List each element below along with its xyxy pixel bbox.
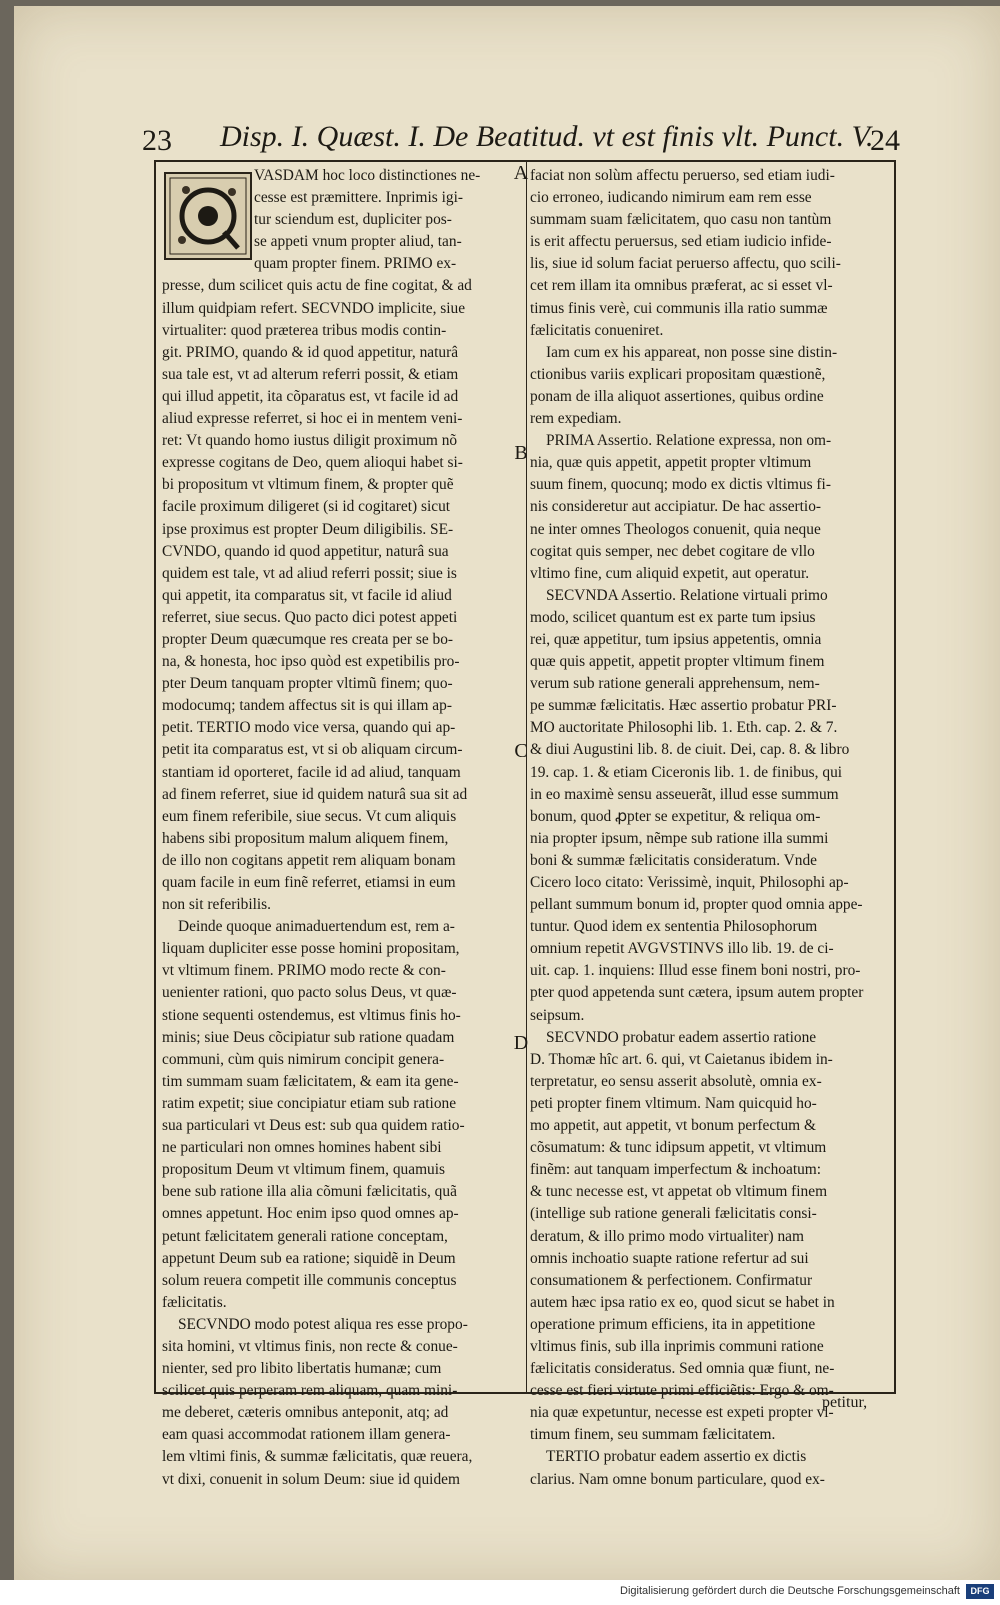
text-line: rem expediam. bbox=[530, 410, 622, 428]
text-line: me deberet, cæteris omnibus anteponit, atq; ad bbox=[162, 1404, 449, 1422]
text-line: tim summam suam fælicitatem, & eam ita gene- bbox=[162, 1072, 459, 1090]
text-line: scilicet quis perperam rem aliquam, quam mini- bbox=[162, 1382, 458, 1400]
text-line: eum finem referibile, siue secus. Vt cum aliquis bbox=[162, 807, 457, 825]
text-line: propter Deum quæcumque res creata per se bo- bbox=[162, 630, 454, 648]
text-line: CVNDO, quando id quod appetitur, naturâ sua bbox=[162, 542, 449, 560]
text-line: ipse proximus est propter Deum diligibilis. SE- bbox=[162, 520, 454, 538]
text-line: facile proximum diligeret (si id cogitaret) sicut bbox=[162, 498, 451, 516]
text-line: D. Thomæ hîc art. 6. qui, vt Caietanus ibidem in- bbox=[530, 1050, 833, 1068]
text-line: nia, quæ quis appetit, appetit propter vltimum bbox=[530, 454, 812, 472]
text-line: timum finem, seu summam fælicitatem. bbox=[530, 1426, 776, 1444]
text-line: pe summæ fælicitatis. Hæc assertio probatur PRI- bbox=[530, 697, 837, 715]
text-line: 19. cap. 1. & etiam Ciceronis lib. 1. de finibus, qui bbox=[530, 763, 843, 781]
text-line: modo, scilicet quantum est ex parte tum ipsius bbox=[530, 608, 816, 626]
text-line: consumationem & perfectionem. Confirmatur bbox=[530, 1271, 813, 1289]
text-line: mo appetit, aut appetit, vt bonum perfectum & bbox=[530, 1117, 816, 1135]
running-title: Disp. I. Quæst. I. De Beatitud. vt est finis vlt. Punct. V. bbox=[220, 120, 874, 153]
text-line: SECVNDA Assertio. Relatione virtuali primo bbox=[546, 586, 828, 604]
text-line: omnium repetit AVGVSTINVS illo lib. 19. de ci- bbox=[530, 940, 834, 958]
text-line: pellant summum bonum id, propter quod omnia appe- bbox=[530, 896, 863, 914]
text-line: VASDAM hoc loco distinctiones ne- bbox=[254, 167, 481, 184]
text-line: summam suam fælicitatem, quo casu non tantùm bbox=[530, 211, 832, 229]
text-line: fælicitatis consideratus. Sed omnia quæ fiunt, ne- bbox=[530, 1360, 835, 1378]
text-line: & diui Augustini lib. 8. de ciuit. Dei, cap. 8. & libro bbox=[530, 741, 850, 759]
text-line: SECVNDO modo potest aliqua res esse propo- bbox=[178, 1315, 468, 1333]
margin-marker-c: C bbox=[514, 740, 528, 762]
running-header bbox=[140, 120, 900, 160]
text-line: tuntur. Quod idem ex sententia Philosophorum bbox=[530, 918, 818, 936]
text-line: vltimus finis, sub illa inprimis communi ratione bbox=[530, 1337, 824, 1355]
text-line: ad finem referret, siue id quidem naturâ sua sit ad bbox=[162, 785, 468, 803]
text-line: aliud expresse referret, si hoc ei in mentem veni- bbox=[162, 410, 463, 428]
text-line: referret, siue secus. Quo pacto dici potest appeti bbox=[162, 608, 458, 626]
page-number-left: 23 bbox=[142, 124, 172, 157]
text-line: Iam cum ex his appareat, non posse sine distin- bbox=[546, 343, 838, 361]
text-line: solum reuera competit ille communis conceptus bbox=[162, 1271, 457, 1289]
text-line: quam facile in eum finẽ referret, etiamsi in eum bbox=[162, 874, 456, 891]
text-line: git. PRIMO, quando & id quod appetitur, naturâ bbox=[162, 343, 459, 361]
text-line: cõsumatum: & tunc idipsum appetit, vt vltimum bbox=[530, 1139, 827, 1157]
digitization-footer bbox=[0, 1580, 1000, 1605]
text-line: petit ita comparatus est, vt si ob aliquam circum- bbox=[162, 741, 463, 759]
text-line: timus finis verè, cui communis illa ratio summæ bbox=[530, 299, 828, 317]
text-line: seipsum. bbox=[530, 1006, 585, 1024]
text-line: stione sequenti ostendemus, est vltimus finis ho- bbox=[162, 1006, 461, 1024]
text-line: bi propositum vt vltimum finem, & propter quẽ bbox=[162, 476, 454, 494]
text-line: presse, dum scilicet quis actu de fine cogitat, & ad bbox=[162, 277, 472, 295]
text-line: quam propter finem. PRIMO ex- bbox=[254, 255, 457, 273]
text-line: ne inter omnes Theologos conuenit, quia neque bbox=[530, 520, 821, 538]
text-line: habens sibi propositum malum aliquem finem, bbox=[162, 829, 449, 847]
text-line: ne particulari non omnes homines habent sibi bbox=[162, 1139, 442, 1157]
text-line: quæ quis appetit, appetit propter vltimum finem bbox=[530, 653, 825, 671]
text-line: tur sciendum est, dupliciter pos- bbox=[254, 211, 452, 229]
margin-marker-b: B bbox=[514, 442, 528, 464]
text-line: liquam dupliciter esse posse homini propositam, bbox=[162, 940, 460, 958]
text-line: quidem est tale, vt ad aliud referri possit; siue is bbox=[162, 564, 457, 582]
text-line: nia quæ expetuntur, necesse est expeti propter vl- bbox=[530, 1404, 834, 1422]
text-line: suum finem, quocunq; modo ex dictis vltimus fi- bbox=[530, 476, 831, 494]
text-line: fælicitatis. bbox=[162, 1293, 227, 1311]
text-line: bene sub ratione illa alia cõmuni fælicitatis, quã bbox=[162, 1183, 457, 1201]
column-divider bbox=[526, 162, 527, 1392]
text-line: eam quasi accommodat rationem illam genera- bbox=[162, 1426, 451, 1444]
text-line: ratim expetit; siue concipiatur etiam sub ratione bbox=[162, 1094, 457, 1112]
text-line: vt vltimum finem. PRIMO modo recte & con- bbox=[162, 962, 446, 980]
text-line: SECVNDO probatur eadem assertio ratione bbox=[546, 1028, 817, 1046]
text-line: illum quidpiam refert. SECVNDO implicite, siue bbox=[162, 299, 466, 317]
text-line: finẽm: aut tanquam imperfectum & inchoatum: bbox=[530, 1161, 822, 1179]
footer-credit: Digitalisierung gefördert durch die Deutsche Forschungsgemeinschaft bbox=[620, 1585, 960, 1597]
text-line: non sit referibilis. bbox=[162, 896, 271, 914]
text-line: omnes appetunt. Hoc enim ipso quod omnes ap- bbox=[162, 1205, 459, 1223]
text-line: expresse cogitans de Deo, quem alioqui habet si- bbox=[162, 454, 463, 472]
text-line: clarius. Nam omne bonum particulare, quod ex- bbox=[530, 1470, 825, 1488]
text-line: se appeti vnum propter aliud, tan- bbox=[254, 233, 462, 251]
text-line: minis; siue Deus cõcipiatur sub ratione quadam bbox=[162, 1028, 455, 1046]
text-line: uit. cap. 1. inquiens: Illud esse finem boni nostri, pro- bbox=[530, 962, 861, 980]
text-line: pter quod appetenda sunt cætera, ipsum autem propter bbox=[530, 984, 864, 1002]
text-line: peti propter finem vltimum. Nam quicquid ho- bbox=[530, 1094, 817, 1112]
text-line: cesse est fieri virtute primi efficiẽtis: Ergo & om- bbox=[530, 1382, 834, 1400]
text-line: & tunc necesse est, vt appetat ob vltimum finem bbox=[530, 1183, 828, 1201]
text-line: sua particulari vt Deus est: sub qua quidem ratio- bbox=[162, 1117, 465, 1135]
text-line: nia propter ipsum, nẽmpe sub ratione illa summi bbox=[530, 829, 829, 847]
page-number-right: 24 bbox=[870, 124, 900, 157]
text-line: PRIMA Assertio. Relatione expressa, non om- bbox=[546, 432, 832, 450]
text-line: Deinde quoque animaduertendum est, rem a- bbox=[178, 918, 455, 936]
text-line: na, & honesta, hoc ipso quòd est expetibilis pro- bbox=[162, 653, 460, 671]
text-line: fælicitatis conueniret. bbox=[530, 321, 664, 339]
text-line: propositum Deum vt vltimum finem, quamuis bbox=[162, 1161, 445, 1179]
text-line: deratum, & illo primo modo virtualiter) nam bbox=[530, 1227, 804, 1245]
catchword: petitur, bbox=[822, 1394, 868, 1411]
text-line: stantiam id oporteret, facile id ad aliud, tanquam bbox=[162, 763, 461, 781]
text-line: cio erroneo, iudicando nimirum eam rem esse bbox=[530, 189, 812, 207]
text-line: appetunt Deum sub ea ratione; siquidẽ in Deum bbox=[162, 1249, 456, 1267]
text-line: in eo maximè sensu asseuerãt, illud esse summum bbox=[530, 785, 839, 803]
text-line: lem vltimi finis, & summæ fælicitatis, quæ reuera, bbox=[162, 1448, 473, 1466]
text-line: TERTIO probatur eadem assertio ex dictis bbox=[546, 1448, 807, 1466]
text-line: terpretatur, eo sensu asserit absolutè, omnia ex- bbox=[530, 1072, 822, 1090]
margin-marker-a: A bbox=[513, 162, 529, 184]
text-line: virtualiter: quod præterea tribus modis contin- bbox=[162, 321, 447, 339]
text-line: faciat non solùm affectu peruerso, sed etiam iudi- bbox=[530, 167, 835, 184]
text-line: pter Deum tanquam propter vltimũ finem; quo- bbox=[162, 675, 453, 693]
text-line: sua tale est, vt ad alterum referri possit, & etiam bbox=[162, 365, 459, 383]
margin-marker-d: D bbox=[513, 1032, 529, 1054]
text-line: autem hæc ipsa ratio ex eo, quod sicut se habet in bbox=[530, 1293, 835, 1311]
text-line: cogitat quis semper, nec debet cogitare de vllo bbox=[530, 542, 815, 560]
text-line: qui illud appetit, ita cõparatus est, vt facile id ad bbox=[162, 387, 459, 405]
text-line: petit. TERTIO modo vice versa, quando qui ap- bbox=[162, 719, 456, 737]
text-line: lis, siue id solum faciat peruerso affectu, quo scili- bbox=[530, 255, 841, 273]
text-line: nienter, sed pro libito libertatis humanæ; cum bbox=[162, 1360, 442, 1378]
text-line: boni & summæ fælicitatis consideratum. Vnde bbox=[530, 851, 817, 869]
text-line: ponam de illa aliquot assertiones, quibus ordine bbox=[530, 387, 824, 405]
text-line: qui appetit, ita comparatus sit, vt facile id aliud bbox=[162, 586, 452, 604]
text-line: MO auctoritate Philosophi lib. 1. Eth. cap. 2. & 7. bbox=[530, 719, 838, 737]
text-line: cesse est præmittere. Inprimis igi- bbox=[254, 189, 464, 207]
text-line: is erit affectu peruersus, sed etiam iudicio infide- bbox=[530, 233, 832, 251]
text-line: vt dixi, conuenit in solum Deum: siue id quidem bbox=[162, 1470, 460, 1488]
left-text-column bbox=[162, 165, 512, 1491]
text-line: nis consideretur aut accipiatur. De hac assertio- bbox=[530, 498, 822, 516]
text-line: uenienter rationi, quo pacto solus Deus, vt quæ- bbox=[162, 984, 457, 1002]
text-line: omnis inchoatio suapte ratione refertur ad sui bbox=[530, 1249, 809, 1267]
dfg-logo: DFG bbox=[966, 1584, 994, 1599]
text-line: Cicero loco citato: Verissimè, inquit, Philosophi ap- bbox=[530, 874, 849, 891]
text-line: de illo non cogitans appetit rem aliquam bonam bbox=[162, 851, 456, 869]
text-line: vltimo fine, cum aliquid expetit, aut operatur. bbox=[530, 564, 810, 582]
text-line: cet rem illam ita omnibus præferat, ac si esset vl- bbox=[530, 277, 833, 295]
text-line: (intellige sub ratione generali fælicitatis consi- bbox=[530, 1205, 817, 1223]
text-line: rei, quæ appetitur, tum ipsius appetentis, omnia bbox=[530, 630, 822, 648]
text-line: communi, cùm quis nimirum concipit genera- bbox=[162, 1050, 445, 1068]
text-line: petunt fælicitatem generali ratione conceptam, bbox=[162, 1227, 448, 1245]
text-line: ret: Vt quando homo iustus diligit proximum nõ bbox=[162, 432, 458, 450]
text-line: bonum, quod ꝓpter se expetitur, & reliqua om- bbox=[530, 807, 821, 825]
text-line: operatione primum efficiens, ita in appetitione bbox=[530, 1315, 816, 1333]
text-line: verum sub ratione generali apprehensum, nem- bbox=[530, 675, 820, 693]
text-line: sita homini, vt vltimus finis, non recte & conue- bbox=[162, 1337, 458, 1355]
text-line: modocumq; tandem affectus sit is qui illam ap- bbox=[162, 697, 452, 715]
text-line: ctionibus variis explicari propositam quæstionẽ, bbox=[530, 365, 826, 383]
right-text-column bbox=[530, 165, 880, 1491]
